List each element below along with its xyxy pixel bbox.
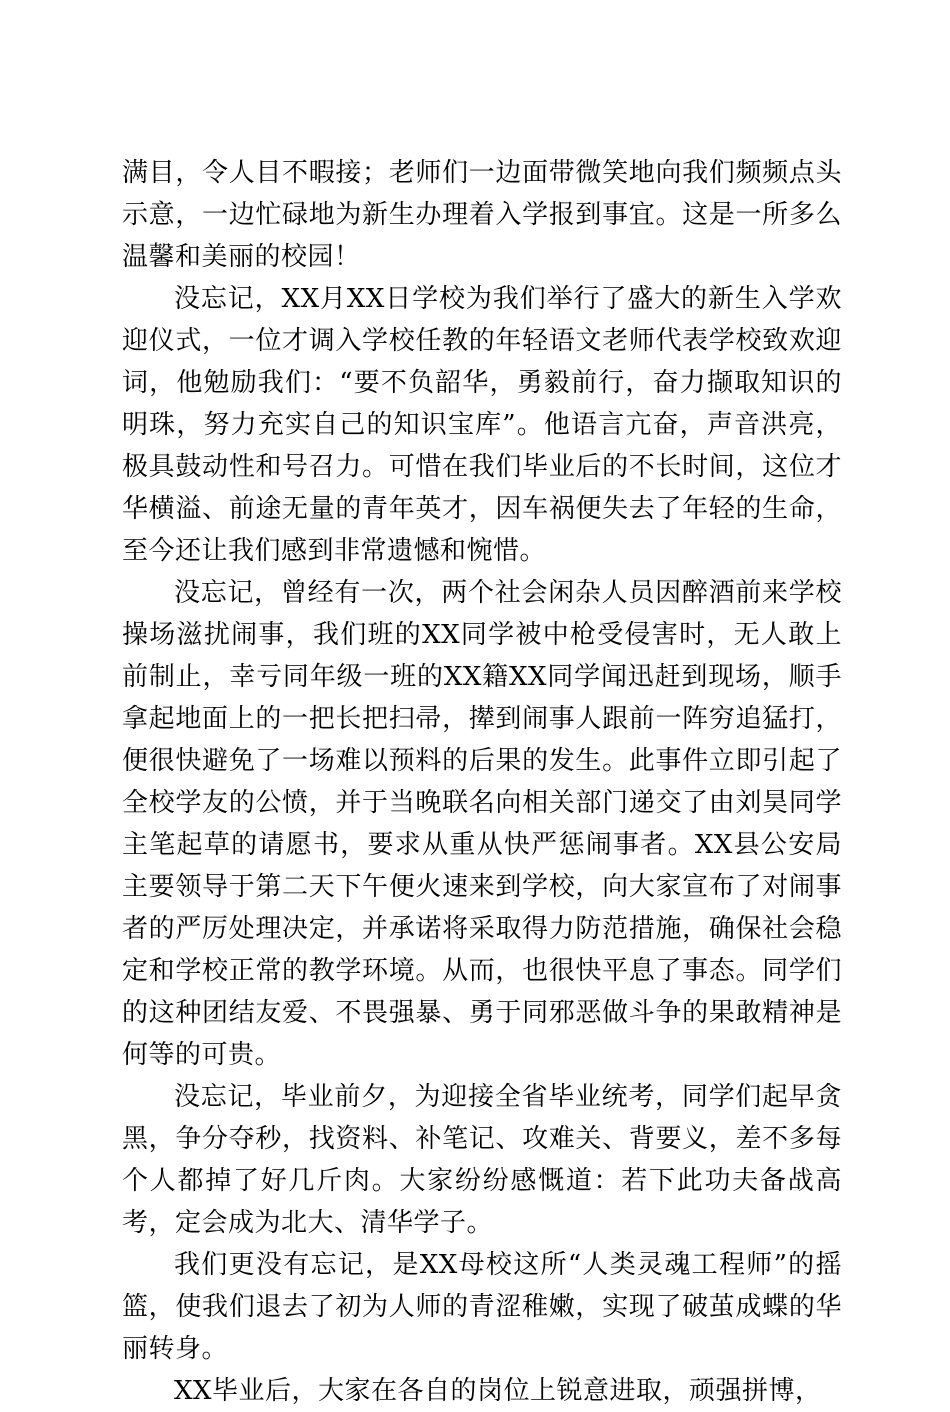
paragraph-4: 没忘记，毕业前夕，为迎接全省毕业统考，同学们起早贪黑，争分夺秒，找资料、补笔记、攻难关、背要义，差不多每个人都掉了好几斤肉。大家纷纷感慨道：若下此功夫备战高考，定会成为北大、清华学子。 <box>122 1082 842 1238</box>
paragraph-3: 没忘记，曾经有一次，两个社会闲杂人员因醉酒前来学校操场滋扰闹事，我们班的XX同学被中枪受侵害时，无人敢上前制止，幸亏同年级一班的XX籍XX同学闻迅赶到现场，顺手拿起地面上的一把长把扫帚，撵到闹事人跟前一阵穷追猛打，便很快避免了一场难以预料的后果的发生。此事件立即引起了全校学友的公愤，并于当晚联名向相关部门递交了由刘昊同学主笔起草的请愿书，要求从重从快严惩闹事者。XX县公安局主要领导于第二天下午便火速来到学校，向大家宣布了对闹事者的严厉处理决定，并承诺将采取得力防范措施，确保社会稳定和学校正常的教学环境。从而，也很快平息了事态。同学们的这种团结友爱、不畏强暴、勇于同邪恶做斗争的果敢精神是何等的可贵。 <box>122 578 842 1070</box>
paragraph-6: XX毕业后，大家在各自的岗位上锐意进取，顽强拼博， <box>174 1376 822 1406</box>
paragraph-2: 没忘记，XX月XX日学校为我们举行了盛大的新生入学欢迎仪式，一位才调入学校任教的年轻语文老师代表学校致欢迎词，他勉励我们：“要不负韶华，勇毅前行，奋力撷取知识的明珠，努力充实自己的知识宝库”。他语言亢奋，声音洪亮，极具鼓动性和号召力。可惜在我们毕业后的不长时间，这位才华横溢、前途无量的青年英才，因车祸便失去了年轻的生命，至今还让我们感到非常遗憾和惋惜。 <box>122 284 842 566</box>
paragraph-5: 我们更没有忘记，是XX母校这所“人类灵魂工程师”的摇篮，使我们退去了初为人师的青涩稚嫩，实现了破茧成蝶的华丽转身。 <box>122 1250 842 1364</box>
document-body <box>122 152 842 1412</box>
paragraph-1: 满目，令人目不暇接；老师们一边面带微笑地向我们频频点头示意，一边忙碌地为新生办理着入学报到事宜。这是一所多么温馨和美丽的校园！ <box>122 158 842 272</box>
